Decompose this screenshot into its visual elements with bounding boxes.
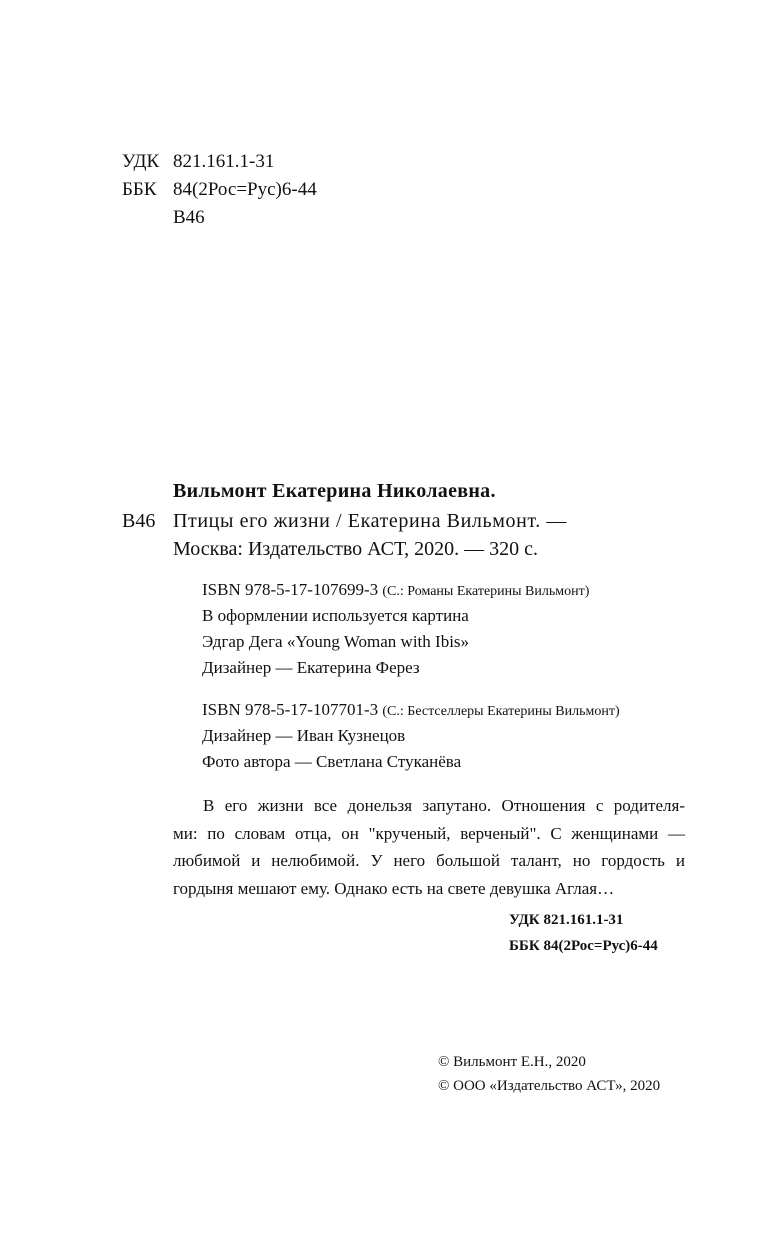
entry-author-mark: В46 [122,510,156,532]
edition-2-series: (С.: Бестселлеры Екатерины Вильмонт) [382,704,620,719]
edition-2-line-3: Фото автора — Светлана Стуканёва [202,752,462,771]
udk-value: 821.161.1-31 [173,151,275,172]
udk-label: УДК [122,151,160,172]
edition-1-isbn-line [202,580,589,600]
annotation-line-4: гордыня мешают ему. Однако есть на свете девушка Аглая… [173,878,615,898]
annotation-line-3: любимой и нелюбимой. У него большой талант, но гордость и [173,851,685,870]
bbk-label: ББК [122,179,157,200]
copyright-publisher: © ООО «Издательство АСТ», 2020 [438,1078,661,1094]
copyright-author: © Вильмонт Е.Н., 2020 [438,1054,586,1070]
author-mark-top: В46 [173,207,205,228]
entry-author: Вильмонт Екатерина Николаевна. [173,480,496,502]
annotation-line-2: ми: по словам отца, он "крученый, верченый". С женщинами — [173,823,685,843]
udk-bottom: УДК 821.161.1-31 [509,912,624,928]
bbk-bottom: ББК 84(2Рос=Рус)6-44 [509,938,658,954]
bbk-value: 84(2Рос=Рус)6-44 [173,179,317,200]
annotation-line-1: В его жизни все донельзя запутано. Отношения с родителя- [203,796,685,815]
edition-1-line-4: Дизайнер — Екатерина Ферез [202,658,420,677]
edition-2-isbn: ISBN 978-5-17-107701-3 [202,700,379,719]
edition-2-line-2: Дизайнер — Иван Кузнецов [202,726,406,745]
edition-2-isbn-line [202,700,620,720]
entry-publisher-line: Москва: Издательство АСТ, 2020. — 320 с. [173,538,539,560]
annotation [173,792,685,902]
edition-1-isbn: ISBN 978-5-17-107699-3 [202,580,379,599]
entry-title-line: Птицы его жизни / Екатерина Вильмонт. — [173,510,568,532]
edition-1-series: (С.: Романы Екатерины Вильмонт) [382,584,590,599]
edition-1-line-2: В оформлении используется картина [202,606,469,625]
edition-1-line-3: Эдгар Дега «Young Woman with Ibis» [202,632,470,651]
